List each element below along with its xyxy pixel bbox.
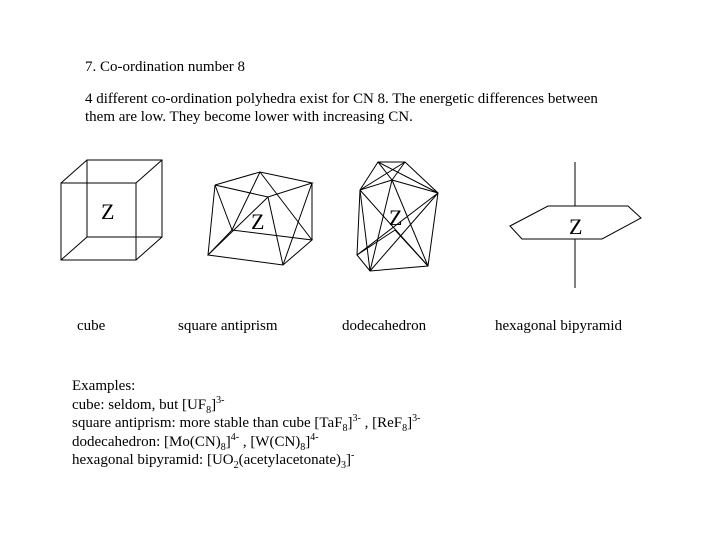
intro-line-2: them are low. They become lower with increasing CN. (85, 109, 413, 125)
example-square-antiprism: square antiprism: more stable than cube $[TaF_8]^{3-}$ , $[ReF_8]^{3-}$ (72, 413, 421, 434)
heading: 7. Co-ordination number 8 (85, 59, 245, 75)
caption-dodecahedron: dodecahedron (342, 318, 427, 334)
cube-center-label: Z (101, 199, 115, 224)
polyhedra-figures (0, 150, 720, 320)
intro-line-1: 4 different co-ordination polyhedra exist for CN 8. The energetic differences between (85, 91, 598, 107)
caption-cube: cube (77, 318, 106, 334)
intro-paragraph (85, 90, 598, 126)
example-cube: cube: seldom, but $[UF_8]^{3-}$ (72, 394, 225, 416)
dodecahedron-center-label: Z (389, 205, 403, 230)
examples-title: Examples: (72, 378, 136, 394)
example-hexagonal-bipyramid: hexagonal bipyramid: $[UO_2(acetylacetonate)_3]^-$ (72, 450, 355, 471)
antiprism-center-label: Z (251, 209, 265, 234)
example-dodecahedron: dodecahedron: $[Mo(CN)_8]^{4-}$ , $[W(CN)_8]^{4-}$ (72, 431, 319, 453)
caption-hexagonal-bipyramid: hexagonal bipyramid (495, 318, 623, 334)
examples-block (72, 377, 420, 470)
caption-square-antiprism: square antiprism (178, 318, 278, 334)
bipyramid-center-label: Z (569, 214, 583, 239)
